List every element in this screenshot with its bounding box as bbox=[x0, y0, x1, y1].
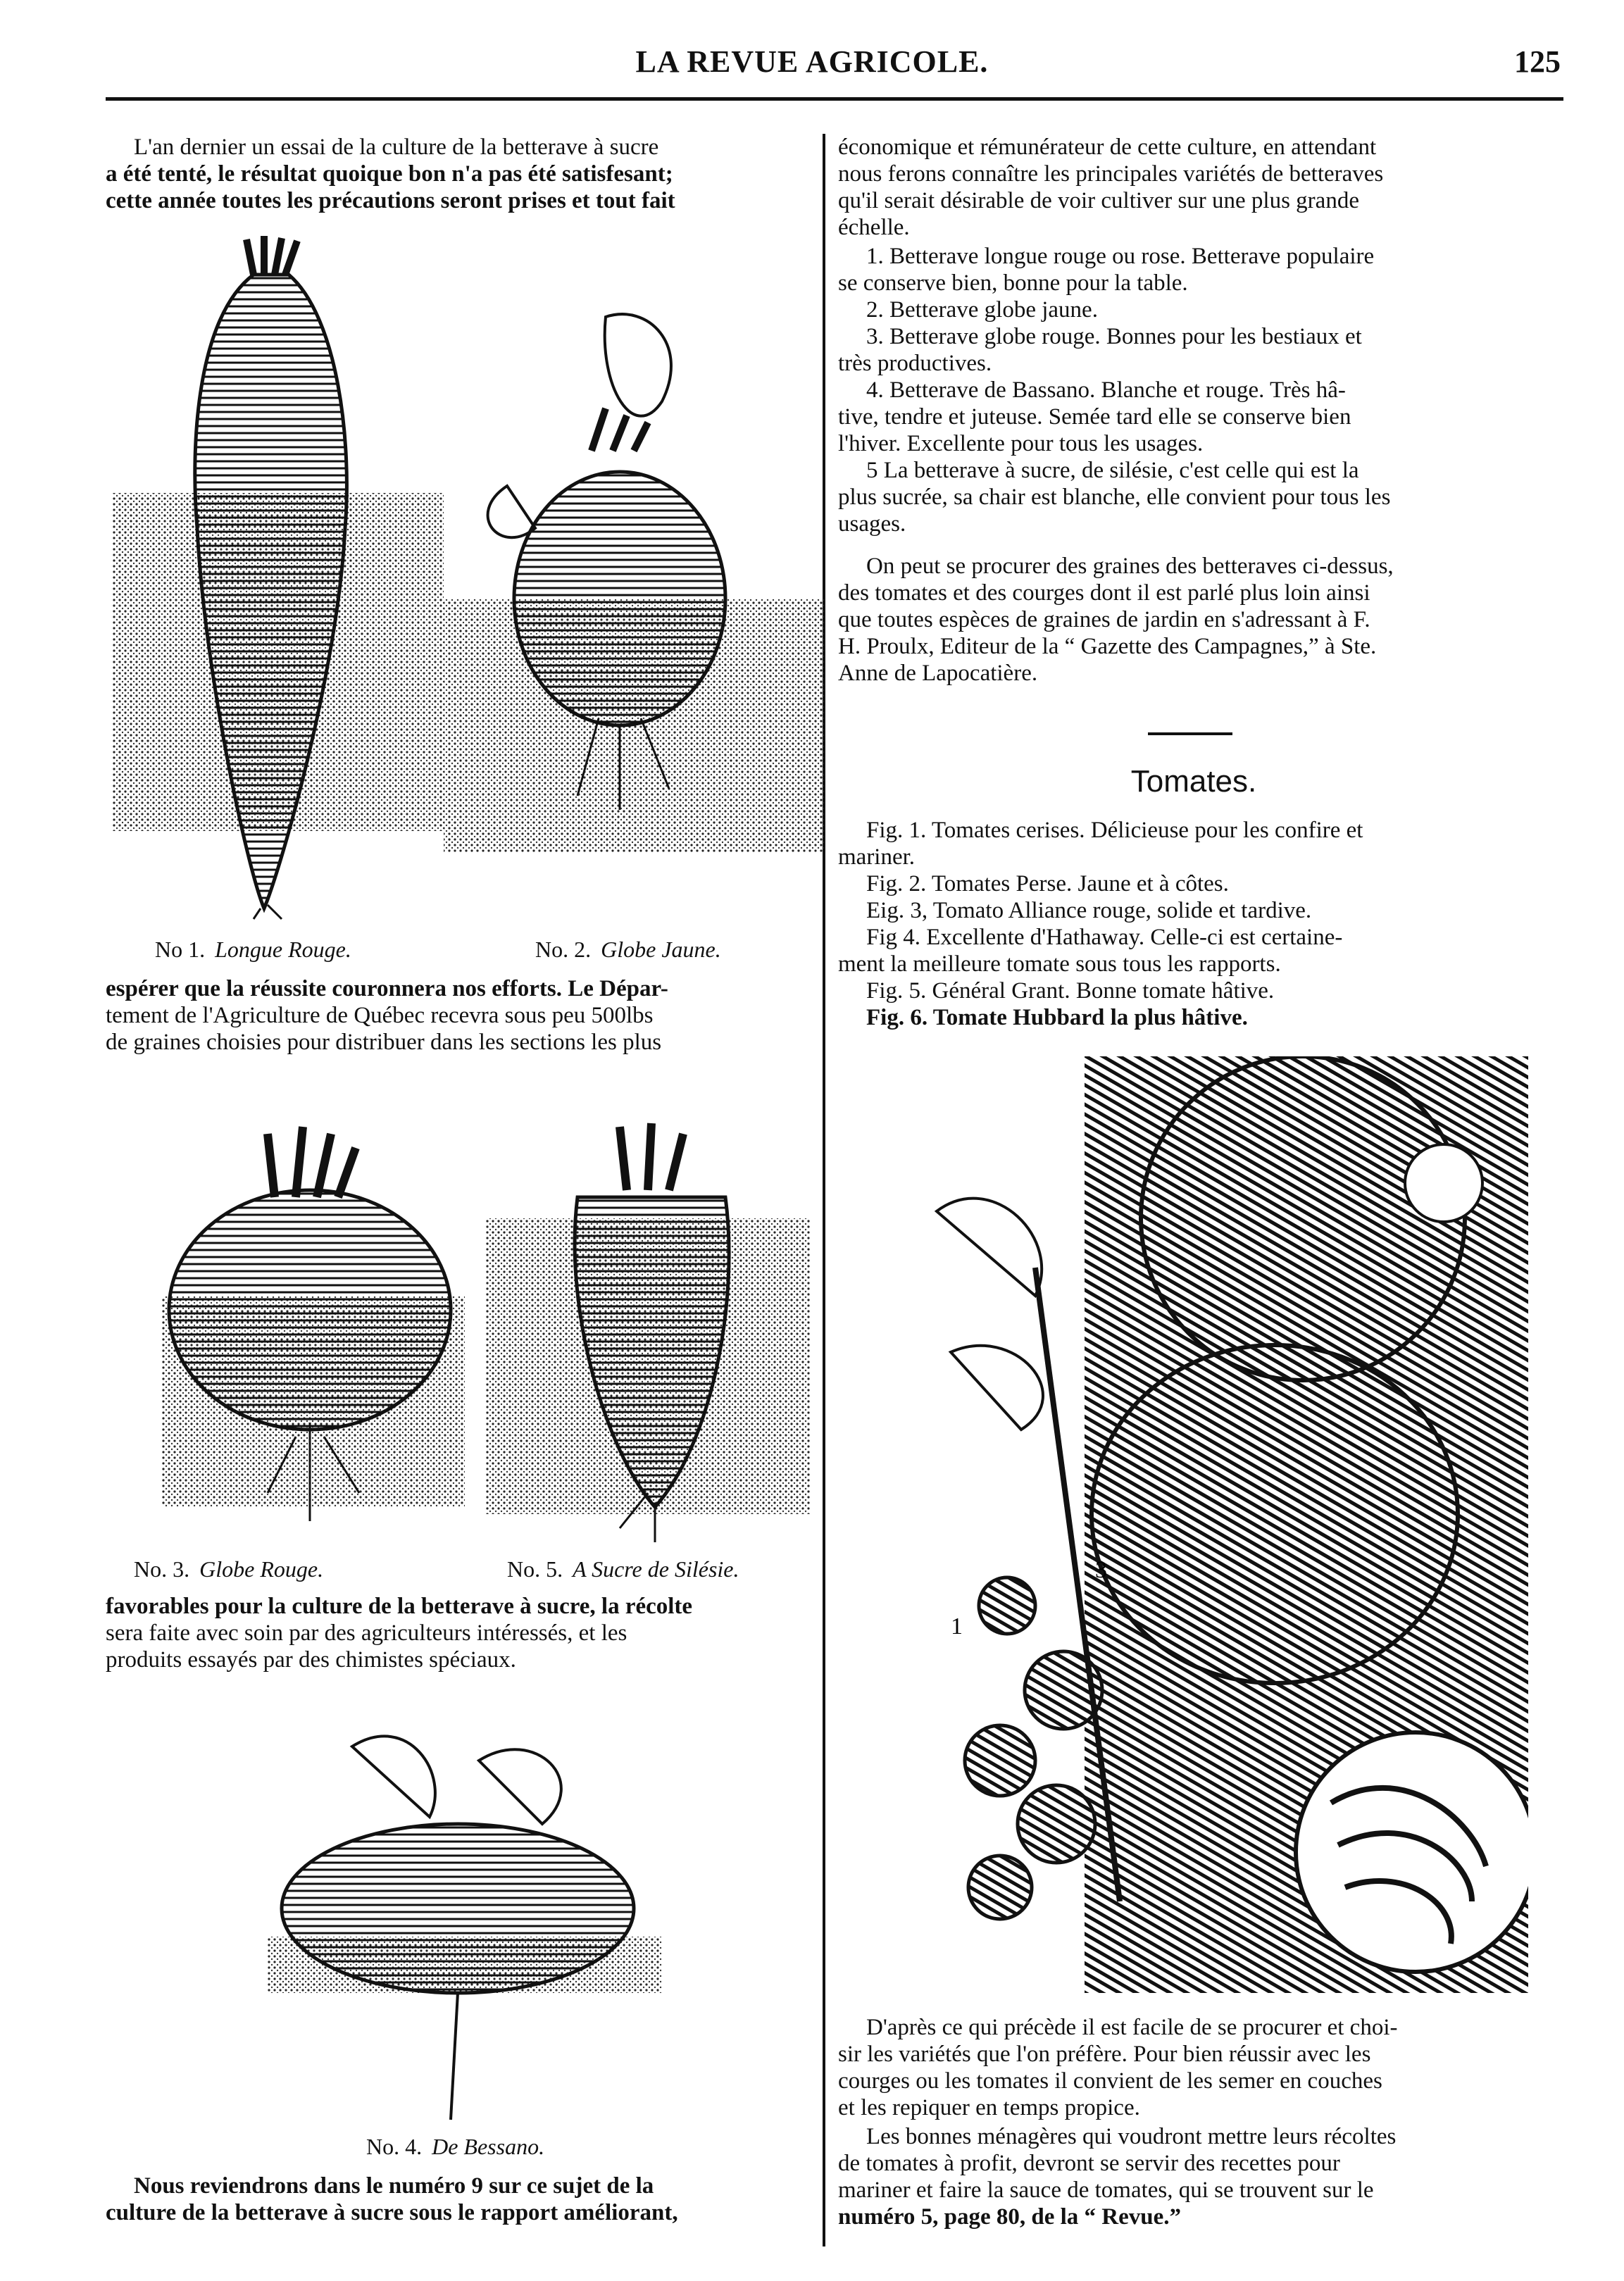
text-line: Les bonnes ménagères qui voudront mettre leurs récoltes bbox=[866, 2124, 1397, 2149]
caption-number: No. 4. bbox=[366, 2134, 423, 2159]
page-number: 125 bbox=[1514, 44, 1561, 79]
tomato-item: Eig. 3, Tomato Alliance rouge, solide et tardive. bbox=[866, 898, 1312, 923]
text-line: a été tenté, le résultat quoique bon n'a pas été satisfesant; bbox=[106, 161, 673, 187]
text-line: sir les variétés que l'on préfère. Pour bien réussir avec les bbox=[838, 2042, 1371, 2067]
beet-globe-jaune-illustration bbox=[437, 303, 831, 873]
text-line: et les repiquer en temps propice. bbox=[838, 2095, 1140, 2120]
caption-label: Globe Rouge. bbox=[199, 1556, 324, 1582]
caption-label: Globe Jaune. bbox=[601, 937, 721, 962]
tomato-item: Fig. 1. Tomates cerises. Délicieuse pour les confire et mariner. bbox=[838, 818, 1363, 870]
caption-fig2 bbox=[535, 937, 721, 963]
text-line: échelle. bbox=[838, 215, 910, 240]
left-closing-paragraph bbox=[106, 2173, 817, 2226]
caption-fig3 bbox=[134, 1556, 323, 1582]
beet-longue-rouge-illustration bbox=[113, 232, 444, 923]
caption-fig5 bbox=[507, 1556, 739, 1582]
text-line: Anne de Lapocatière. bbox=[838, 661, 1038, 686]
header-rule bbox=[106, 97, 1563, 101]
tomato-list bbox=[838, 817, 1549, 1031]
text-line: mariner et faire la sauce de tomates, qui se trouvent sur le bbox=[838, 2177, 1374, 2203]
beet-varieties-list bbox=[838, 243, 1549, 537]
section-divider bbox=[1148, 732, 1232, 735]
text-line: qu'il serait désirable de voir cultiver sur une plus grande bbox=[838, 188, 1359, 213]
caption-number: No. 5. bbox=[507, 1556, 563, 1582]
fig-label-1: 1 bbox=[951, 1613, 963, 1639]
caption-number: No. 3. bbox=[134, 1556, 190, 1582]
text-line: H. Proulx, Editeur de la “ Gazette des Campagnes,” à Ste. bbox=[838, 634, 1377, 659]
final-paragraph bbox=[838, 2123, 1549, 2230]
text-line: L'an dernier un essai de la culture de la betterave à sucre bbox=[134, 135, 659, 160]
text-line: des tomates et des courges dont il est parlé plus loin ainsi bbox=[838, 580, 1370, 606]
tomato-item: Fig. 5. Général Grant. Bonne tomate hâtive. bbox=[866, 978, 1275, 1004]
caption-label: A Sucre de Silésie. bbox=[573, 1556, 739, 1582]
left-mid-paragraph bbox=[106, 975, 817, 1056]
text-line: cette année toutes les précautions seront prises et tout fait bbox=[106, 188, 675, 213]
variety-item: 3. Betterave globe rouge. Bonnes pour les bestiaux et très productives. bbox=[838, 324, 1362, 376]
conclusion-paragraph bbox=[838, 2014, 1549, 2121]
caption-number: No. 2. bbox=[535, 937, 592, 962]
text-line: D'après ce qui précède il est facile de se procurer et choi- bbox=[866, 2015, 1398, 2040]
seeds-paragraph bbox=[838, 553, 1549, 687]
fig-label-3: 3 bbox=[1095, 1557, 1107, 1583]
caption-fig1 bbox=[155, 937, 351, 963]
text-line: que toutes espèces de graines de jardin en s'adressant à F. bbox=[838, 607, 1370, 632]
tomatoes-heading: Tomates. bbox=[1130, 764, 1257, 799]
variety-item: 2. Betterave globe jaune. bbox=[866, 297, 1098, 323]
caption-label: De Bessano. bbox=[432, 2134, 545, 2159]
text-line: sera faite avec soin par des agriculteurs intéressés, et les bbox=[106, 1620, 627, 1646]
text-line: Nous reviendrons dans le numéro 9 sur ce sujet de la bbox=[134, 2173, 654, 2199]
text-line: numéro 5, page 80, de la “ Revue.” bbox=[838, 2204, 1182, 2230]
text-line: de graines choisies pour distribuer dans les sections les plus bbox=[106, 1030, 662, 1055]
left-intro-paragraph bbox=[106, 134, 817, 214]
text-line: économique et rémunérateur de cette culture, en attendant bbox=[838, 135, 1377, 160]
caption-number: No 1. bbox=[155, 937, 206, 962]
left-lower-paragraph bbox=[106, 1593, 817, 1673]
text-line: nous ferons connaître les principales variétés de betteraves bbox=[838, 161, 1384, 187]
caption-fig4 bbox=[366, 2134, 544, 2160]
tomato-item: Fig. 2. Tomates Perse. Jaune et à côtes. bbox=[866, 871, 1229, 896]
text-line: favorables pour la culture de la betterave à sucre, la récolte bbox=[106, 1594, 693, 1619]
beet-sucre-silesie-illustration bbox=[486, 1113, 810, 1549]
beet-de-bessano-illustration bbox=[268, 1718, 662, 2127]
tomato-item: Fig. 6. Tomate Hubbard la plus hâtive. bbox=[866, 1005, 1248, 1030]
variety-item: 1. Betterave longue rouge ou rose. Betterave populaire se conserve bien, bonne pour la table. bbox=[838, 244, 1375, 296]
running-header-title: LA REVUE AGRICOLE. bbox=[635, 44, 989, 79]
text-line: produits essayés par des chimistes spéciaux. bbox=[106, 1647, 516, 1673]
text-line: tement de l'Agriculture de Québec recevra sous peu 500lbs bbox=[106, 1003, 654, 1028]
text-line: espérer que la réussite couronnera nos efforts. Le Dépar- bbox=[106, 976, 668, 1001]
text-line: de tomates à profit, devront se servir des recettes pour bbox=[838, 2151, 1340, 2176]
variety-item: 5 La betterave à sucre, de silésie, c'est celle qui est la plus sucrée, sa chair est blanche, elle convient pour tous les usages. bbox=[838, 458, 1391, 537]
text-line: courges ou les tomates il convient de les semer en couches bbox=[838, 2068, 1382, 2094]
caption-label: Longue Rouge. bbox=[215, 937, 351, 962]
tomato-item: Fig 4. Excellente d'Hathaway. Celle-ci est certaine- ment la meilleure tomate sous tous les rapports. bbox=[838, 925, 1343, 977]
text-line: culture de la betterave à sucre sous le rapport améliorant, bbox=[106, 2200, 678, 2225]
text-line: On peut se procurer des graines des betteraves ci-dessus, bbox=[866, 554, 1394, 579]
tomato-varieties-illustration bbox=[908, 1056, 1528, 1993]
beet-globe-rouge-illustration bbox=[162, 1113, 465, 1549]
right-intro-paragraph bbox=[838, 134, 1549, 241]
variety-item: 4. Betterave de Bassano. Blanche et rouge. Très hâ- tive, tendre et juteuse. Semée tard elle se conserve bien l'hiver. Excellente pour tous les usages. bbox=[838, 377, 1351, 456]
